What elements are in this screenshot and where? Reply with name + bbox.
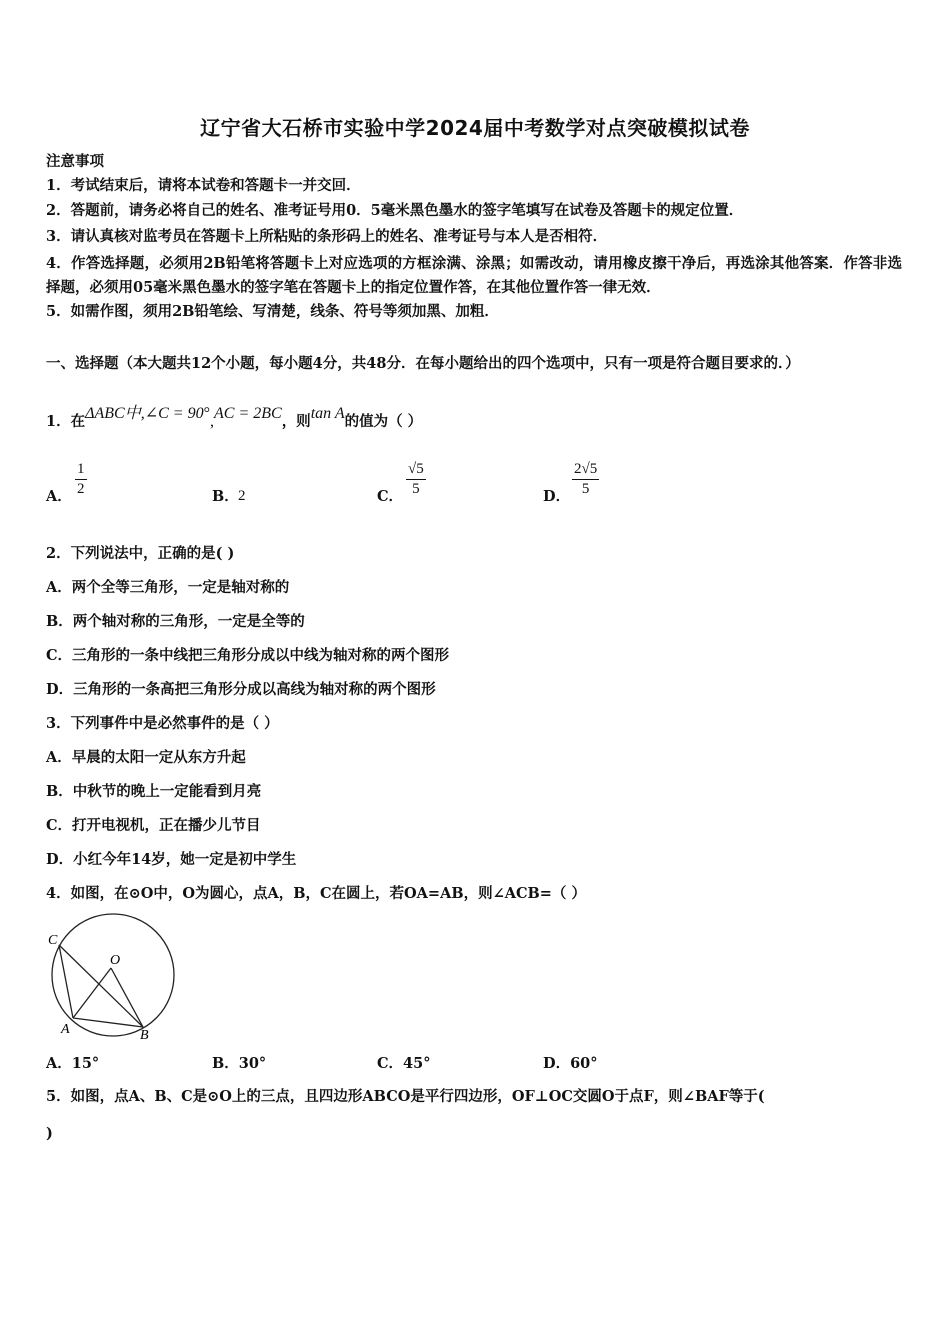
notice-item-3: 3．请认真核对监考员在答题卡上所粘贴的条形码上的姓名、准考证号与本人是否相符．: [46, 228, 608, 245]
q2-option-b: B．两个轴对称的三角形，一定是全等的: [46, 613, 305, 630]
q1-option-c-label: C．: [377, 488, 404, 505]
segment-ob: [111, 968, 143, 1027]
label-o: O: [110, 953, 121, 968]
q1-option-d-denominator: 5: [581, 481, 590, 497]
q1-option-a-fraction: [75, 461, 87, 498]
q3-option-c: C．打开电视机，正在播少儿节目: [46, 817, 261, 834]
q1-option-a-denominator: 2: [77, 481, 85, 497]
q2-option-a: A．两个全等三角形，一定是轴对称的: [46, 579, 290, 596]
q2-option-c: C．三角形的一条中线把三角形分成以中线为轴对称的两个图形: [46, 647, 450, 664]
segment-cb: [59, 945, 143, 1027]
q3-option-d: D．小红今年14岁，她一定是初中学生: [46, 851, 297, 868]
segment-oa: [73, 968, 111, 1018]
label-c: C: [48, 933, 58, 948]
q4-option-c: C．45°: [377, 1055, 431, 1072]
question-5-stem: 5．如图，点A、B、C是⊙O上的三点，且四边形ABCO是平行四边形，OF⊥OC交圆O于点F，则∠BAF等于(: [46, 1088, 765, 1105]
question-5-tail: ): [46, 1125, 53, 1142]
question-4-stem: 4．如图，在⊙O中，O为圆心，点A，B，C在圆上，若OA=AB，则∠ACB=（ ）: [46, 885, 586, 902]
q3-option-b: B．中秋节的晚上一定能看到月亮: [46, 783, 262, 800]
q1-option-a-label: A．: [46, 488, 72, 505]
notice-heading: 注意事项: [46, 153, 104, 170]
circle-o: [52, 914, 174, 1036]
q1-function: tan A: [310, 405, 345, 422]
q1-option-b-label: B．: [212, 488, 239, 505]
q4-option-d: D．60°: [543, 1055, 598, 1072]
q1-option-a-numerator: 1: [77, 461, 85, 477]
question-1-stem: [46, 405, 423, 432]
page-title: 辽宁省大石桥市实验中学2024届中考数学对点突破模拟试卷: [200, 116, 750, 140]
q3-option-a: A．早晨的太阳一定从东方升起: [46, 749, 246, 766]
notice-item-5: 5．如需作图，须用2B铅笔绘、写清楚，线条、符号等须加黑、加粗．: [46, 303, 499, 320]
fraction-bar: [406, 479, 426, 480]
q1-option-c-fraction: [406, 461, 426, 498]
q1-suffix: 的值为（ ）: [344, 413, 423, 430]
q1-prefix: 1．在: [46, 413, 86, 430]
fraction-bar: [572, 479, 599, 480]
q1-option-d-fraction: [572, 461, 599, 498]
section-heading: 一、选择题（本大题共12个小题，每小题4分，共48分．在每小题给出的四个选项中，只有一项是符合题目要求的．）: [46, 355, 800, 372]
q1-option-d-numerator: 2√5: [574, 461, 598, 477]
label-b: B: [140, 1028, 149, 1042]
notice-item-4: 4．作答选择题，必须用2B铅笔将答题卡上对应选项的方框涂满、涂黑；如需改动，请用橡皮擦干净后，再选涂其他答案．作答非选择题，必须用05毫米黑色墨水的签字笔在答题卡上的指定位置作答，在其他位置作答一律无效．: [46, 255, 902, 296]
q1-condition-angle: ΔABC中,∠C = 90: [85, 405, 204, 422]
q1-option-c-numerator: √5: [408, 461, 424, 477]
circle-diagram: [44, 912, 176, 1042]
notice-item-1: 1．考试结束后，请将本试卷和答题卡一并交回．: [46, 177, 361, 194]
q1-condition-sides: AC = 2BC: [214, 405, 282, 422]
notice-item-2: 2．答题前，请务必将自己的姓名、准考证号用0．5毫米黑色墨水的签字笔填写在试卷及答题卡的规定位置．: [46, 202, 744, 219]
q2-option-d: D．三角形的一条高把三角形分成以高线为轴对称的两个图形: [46, 681, 436, 698]
question-3-stem: 3．下列事件中是必然事件的是（ ）: [46, 715, 279, 732]
q4-option-b: B．30°: [212, 1055, 267, 1072]
fraction-bar: [75, 479, 87, 480]
q1-mid: ，则: [281, 413, 311, 430]
label-a: A: [61, 1022, 70, 1037]
segment-ab: [73, 1018, 143, 1027]
q1-degree: °: [203, 405, 210, 422]
q4-option-a: A．15°: [46, 1055, 100, 1072]
q1-option-c-denominator: 5: [412, 481, 420, 497]
q1-option-d-label: D．: [543, 488, 571, 505]
q1-option-b-value: 2: [238, 488, 246, 504]
question-2-stem: 2．下列说法中，正确的是( ): [46, 545, 235, 562]
q1-comma: ,: [210, 413, 214, 430]
